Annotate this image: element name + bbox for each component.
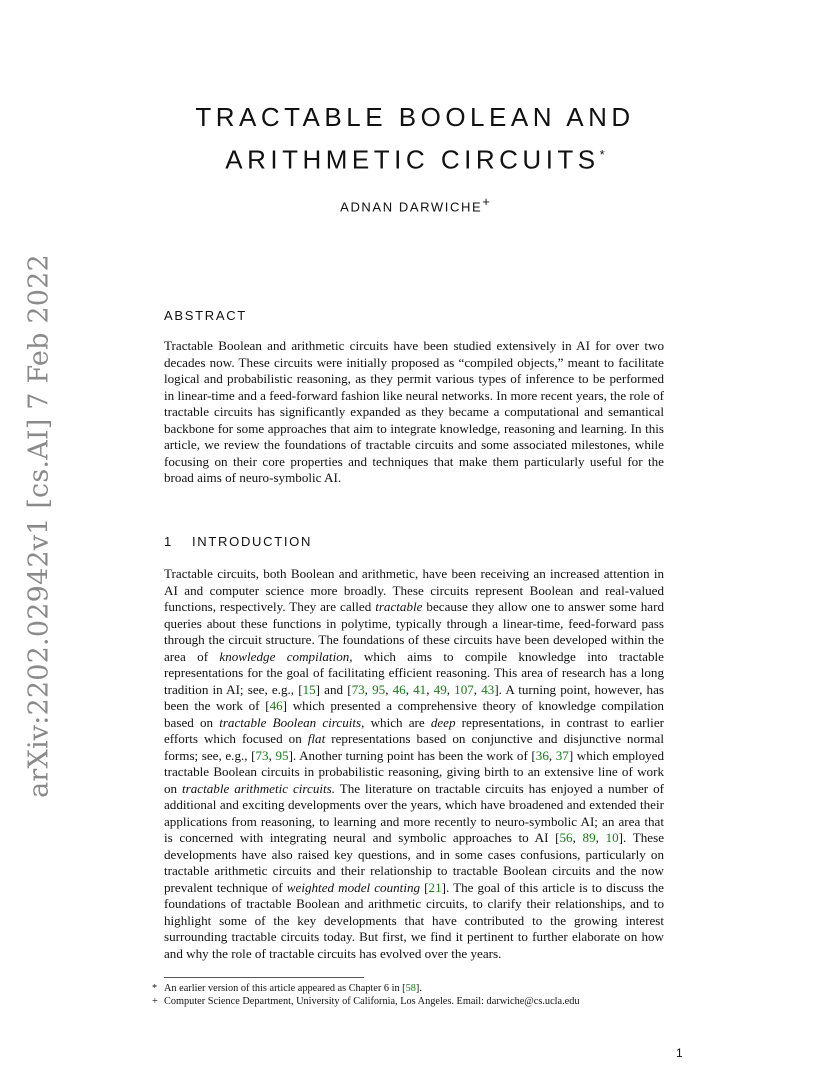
citation-link[interactable]: 46 — [392, 681, 406, 697]
author-footnote-marker: + — [482, 194, 490, 209]
citation-link[interactable]: 36 — [535, 747, 549, 763]
citation-link[interactable]: 95 — [372, 681, 386, 697]
citation-link[interactable]: 37 — [555, 747, 569, 763]
title-line-2: ARITHMETIC CIRCUITS* — [225, 144, 605, 175]
author-name: ADNAN DARWICHE — [340, 199, 483, 215]
section-title: INTRODUCTION — [192, 534, 313, 549]
citation-link[interactable]: 43 — [481, 681, 495, 697]
citation-link[interactable]: 10 — [605, 830, 619, 845]
citation-link[interactable]: 46 — [269, 698, 283, 713]
footnote-marker: * — [152, 983, 158, 994]
citation-link[interactable]: 107 — [454, 681, 474, 697]
page-number: 1 — [676, 1046, 683, 1060]
citation-link[interactable]: 58 — [405, 983, 416, 994]
citation-link[interactable]: 41 — [413, 681, 427, 697]
arxiv-identifier: arXiv:2202.02942v1 [cs.AI] 7 Feb 2022 — [23, 254, 55, 798]
footnote-2: + Computer Science Department, University of California, Los Angeles. Email: darwiche@cs.ucla.edu — [152, 996, 580, 1007]
citation-link[interactable]: 15 — [302, 681, 316, 697]
citation-link[interactable]: 21 — [428, 879, 442, 895]
footnote-divider — [164, 977, 364, 978]
footnote-1: * An earlier version of this article appeared as Chapter 6 in [58]. — [152, 983, 422, 994]
author-line — [150, 194, 680, 214]
arxiv-sidebar — [22, 254, 56, 798]
abstract-text: Tractable Boolean and arithmetic circuits have been studied extensively in AI for over two decades now. These circuits were initially proposed as “compiled objects,” meant to facilitate logical and probabilistic reasoning, as they permit various types of inference to be performed in linear-time and a feed-forward fashion like neural networks. In more recent years, the role of tractable circuits has significantly expanded as they became a computational and semantical backbone for some approaches that aim to integrate knowledge, reasoning and learning. In this article, we review the foundations of tractable circuits and some associated milestones, while focusing on their core properties and techniques that make them particularly useful for the broad aims of neuro-symbolic AI. — [164, 338, 664, 485]
section-number: 1 — [164, 534, 172, 549]
citation-link[interactable]: 73 — [255, 747, 269, 763]
abstract-heading: ABSTRACT — [164, 308, 247, 323]
citation-link[interactable]: 73 — [351, 681, 365, 697]
citation-link[interactable]: 56 — [559, 830, 573, 845]
citation-link[interactable]: 89 — [582, 830, 596, 845]
citation-link[interactable]: 95 — [275, 747, 289, 763]
introduction-paragraph: Tractable circuits, both Boolean and arithmetic, have been receiving an increased attention in AI and computer science more broadly. These circuits represent Boolean and real-valued functions, respectively. They are called tractable because they allow one to answer some hard queries about these functions in polytime, typically through a linear-time, feed-forward pass through the circuit structure. The foundations of these circuits have been developed within the area of knowledge compilation, which aims to compile knowledge into tractable representations for the goal of facilitating efficient reasoning. This area of research has a long tradition in AI; see, e.g., [15] and [73, 95, 46, 41, 49, 107, 43]. A turning point, however, has been the work of [46] which presented a comprehensive theory of knowledge compilation based on tractable Boolean circuits, which are deep representations, in contrast to earlier efforts which focused on flat representations based on conjunctive and disjunctive normal forms; see, e.g., [73, 95]. Another turning point has been the work of [36, 37] which employed tractable Boolean circuits in probabilistic reasoning, giving birth to an extensive line of work on tractable arithmetic circuits. The literature on tractable circuits has enjoyed a number of additional and exciting developments over the years, which have broadened and extended their applications from reasoning, to learning and more recently to neuro-symbolic AI; an area that is concerned with integrating neural and symbolic approaches to AI [56, 89, 10]. These developments have also raised key questions, and in some cases confusions, particularly on tractable arithmetic circuits and their relationship to tractable Boolean circuits and the now prevalent technique of weighted model counting [21]. The goal of this article is to discuss the foundations of tractable Boolean and arithmetic circuits, to clarify their relationships, and to highlight some of the key developments that have contributed to the growing interest surrounding tractable circuits today. But first, we find it pertinent to further elaborate on how and why the role of tractable circuits has evolved over the years. — [164, 566, 665, 961]
section-heading-introduction — [164, 534, 312, 549]
title-line-1: TRACTABLE BOOLEAN AND — [195, 102, 635, 132]
paper-title — [150, 98, 680, 179]
title-footnote-marker: * — [599, 147, 605, 162]
citation-link[interactable]: 49 — [433, 681, 447, 697]
footnote-marker: + — [152, 996, 158, 1007]
